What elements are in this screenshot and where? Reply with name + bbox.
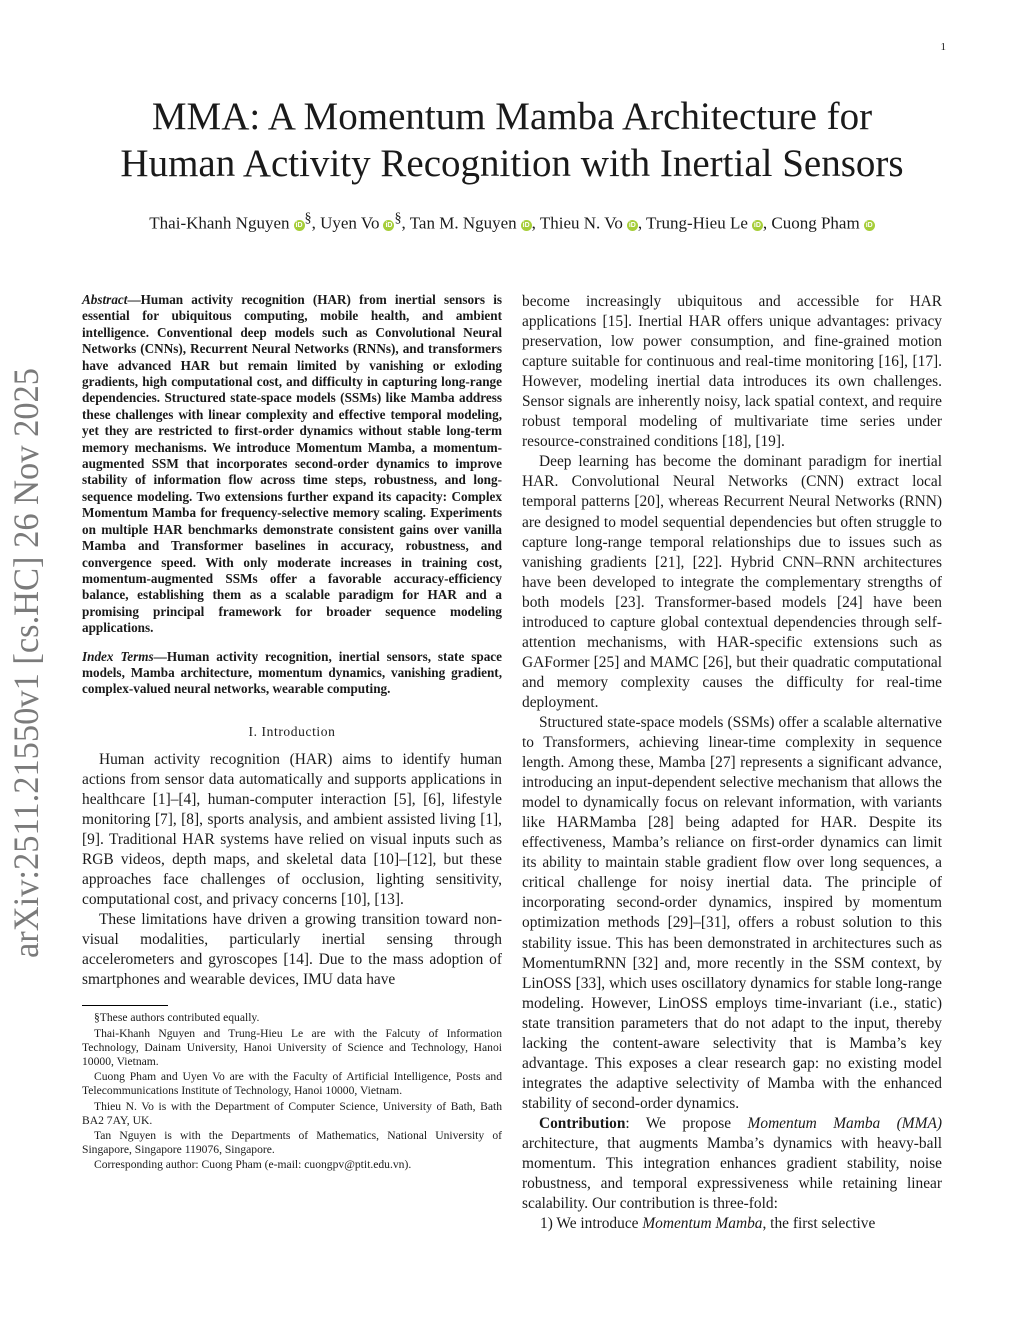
author-name: Tan M. Nguyen [409,213,517,233]
body-paragraph: Deep learning has become the dominant paradigm for inertial HAR. Convolutional Neural Networks (CNN) extract local temporal patterns [20], whereas Recurrent Neural Networks (RNN) are designed to model sequential dependencies but often struggle to capture long-range temporal relationships due to issues such as vanishing gradients [21], [22]. Hybrid CNN–RNN architectures have been developed to integrate the complementary strengths of both models [23]. Transformer-based models [24] have been introduced to capture global contextual dependencies through self-attention mechanisms, with HAR-specific extensions such as GAFormer [25] and MAMC [26], but their quadratic computational and memory complexity causes the difficulty for real-time deployment. [522,453,942,711]
abstract-dash: — [127,292,141,307]
index-terms-dash: — [153,648,167,664]
left-column [82,292,502,1174]
author-name: Uyen Vo [320,213,380,233]
right-column [522,292,942,1234]
orcid-icon[interactable]: iD [385,221,393,229]
index-terms-text: Human activity recognition, inertial sensors, state space models, Mamba architecture, momentum dynamics, vanishing gradient, complex-valued neural networks, wearable computing. [82,648,502,697]
body-paragraph: Structured state-space models (SSMs) offer a scalable alternative to Transformers, achieving linear-time complexity in sequence length. Among these, Mamba [27] represents a significant advance, introducing an input-dependent selective mechanism that allows the model to dynamically focus on relevant information, with variants like HARMamba [28] being adapted for HAR. Despite its effectiveness, Mamba’s reliance on first-order dynamics can limit its ability to maintain stable gradient flow over long sequences, a critical challenge for noisy inertial data. The principle of incorporating second-order dynamics, inspired by momentum optimization methods [29]–[31], offers a robust solution to this stability issue. This has been demonstrated in architectures such as MomentumRNN [32] and, more recently in the SSM context, by LinOSS [33], which uses oscillatory dynamics for stable long-range modeling. However, LinOSS employs time-invariant (i.e., static) state transition parameters that do not adapt to the input, thereby lacking the content-aware selectivity that is Mamba’s key advantage. This exposes a clear research gap: no existing model integrates the adaptive selectivity of Mamba with the enhanced stability of second-order dynamics. [522,713,942,1112]
footnote: Thai-Khanh Nguyen and Trung-Hieu Le are with the Falcuty of Information Technology, Dainam University, Hanoi University of Science and Technology, Hanoi 10000, Vietnam. [82,1026,502,1068]
section-heading-introduction: I. Introduction [248,723,336,739]
footnote: Corresponding author: Cuong Pham (e-mail: cuongpv@ptit.edu.vn). [94,1158,412,1172]
body-paragraph: Human activity recognition (HAR) aims to identify human actions from sensor data automatically and supports applications in healthcare [1]–[4], human-computer interaction [5], [6], lifestyle monitoring [7], [8], sports analysis, and ambient assisted living [1], [9]. Traditional HAR systems have relied on visual inputs such as RGB videos, depth maps, and skeletal data [10]–[12], but these approaches face challenges of occlusion, lighting sensitivity, computational cost, and privacy concerns [10], [13]. [82,750,502,909]
author-name: Trung-Hieu Le [646,213,748,233]
author-name: Thai-Khanh Nguyen [149,213,290,233]
index-terms-label: Index Terms [82,648,154,664]
contribution-paragraph [522,1114,942,1214]
orcid-icon[interactable]: iD [295,221,303,229]
index-terms [82,649,502,698]
list-item [522,1214,942,1234]
orcid-icon[interactable]: iD [753,221,761,229]
author-name: Cuong Pham [771,213,860,233]
paper-title [60,93,964,187]
page-number: 1 [940,41,946,53]
equal-contribution-mark: § [304,210,312,226]
contribution-text: architecture, that augments Mamba’s dynamics with heavy-ball momentum. This integration enhances gradient stability, noise robustness, and temporal expressiveness while retaining linear scalability. Our contribution is three-fold: [522,1134,942,1213]
author-list: Thai-Khanh Nguyen iD §, Uyen Vo iD §, Tan M. Nguyen iD , Thieu N. Vo iD , Trung-Hieu Le iD , Cuong Pham iD [149,210,873,233]
list-item-pre: We introduce [552,1215,643,1233]
list-item-emphasis: Momentum Mamba [642,1215,763,1233]
list-item-number: 1) [540,1215,553,1233]
equal-contribution-mark: § [394,210,402,226]
list-item-post: , the first selective [762,1215,876,1233]
orcid-icon[interactable]: iD [628,221,636,229]
contribution-label: Contribution [539,1114,626,1132]
title-line-2: Human Activity Recognition with Inertial Sensors [120,142,904,185]
footnote: Cuong Pham and Uyen Vo are with the Faculty of Artificial Intelligence, Posts and Telecommunications Institute of Technology, Hanoi 10000, Vietnam. [82,1070,502,1098]
body-paragraph: These limitations have driven a growing transition toward non-visual modalities, particularly inertial sensing through accelerometers and gyroscopes [14]. Due to the mass adoption of smartphones and wearable devices, IMU data have [82,911,502,989]
footnote: Tan Nguyen is with the Departments of Mathematics, National University of Singapore, Singapore 119076, Singapore. [82,1128,502,1157]
footnote-divider [82,1005,168,1006]
title-line-1: MMA: A Momentum Mamba Architecture for [151,95,873,138]
author-name: Thieu N. Vo [539,213,623,233]
contribution-emphasis: Momentum Mamba (MMA) [747,1114,942,1132]
abstract-text: Human activity recognition (HAR) from inertial sensors is essential for ubiquitous computing, mobile health, and ambient intelligence. Conventional deep models such as Convolutional Neural Networks (CNNs), Recurrent Neural Networks (RNNs), and transformers have advanced HAR but remain limited by vanishing or exloding gradients, high computational cost, and difficulty in capturing long-range dependencies. Structured state-space models (SSMs) like Mamba address these challenges with linear complexity and effective temporal modeling, yet they are restricted to first-order dynamics without stable long-term memory mechanisms. We introduce Momentum Mamba, a momentum-augmented SSM that incorporates second-order dynamics to improve stability of information flow across time steps, robustness, and long-sequence modeling. Two extensions further expand its capacity: Complex Momentum Mamba for frequency-selective memory scaling. Experiments on multiple HAR benchmarks demonstrate consistent gains over vanilla Mamba and Transformer baselines in accuracy, robustness, and convergence speed. With only moderate increases in training cost, momentum-augmented SSMs offer a favorable accuracy-efficiency balance, establishing them as a scalable paradigm for HAR and a promising principal framework for broader sequence modeling applications. [82,292,502,636]
body-paragraph: become increasingly ubiquitous and accessible for HAR applications [15]. Inertial HAR offers unique advantages: privacy preservation, low power consumption, and fine-grained motion capture suitable for continuous and real-time monitoring [16], [17]. However, modeling inertial data introduces its own challenges. Sensor signals are inherently noisy, lack spatial context, and require robust temporal modeling of multivariate time series under resource-constrained conditions [18], [19]. [522,293,942,451]
arxiv-identifier-text: arXiv:2511.21550v1 [cs.HC] 26 Nov 2025 [8,368,46,958]
arxiv-identifier [8,368,48,958]
footnote: §These authors contributed equally. [94,1011,260,1025]
orcid-icon[interactable]: iD [865,221,873,229]
abstract [82,292,502,637]
contribution-pre: : We propose [625,1114,748,1132]
abstract-label: Abstract [82,292,128,307]
footnote: Thieu N. Vo is with the Department of Computer Science, University of Bath, Bath BA2 7AY, UK. [82,1099,502,1127]
orcid-icon[interactable]: iD [522,221,530,229]
